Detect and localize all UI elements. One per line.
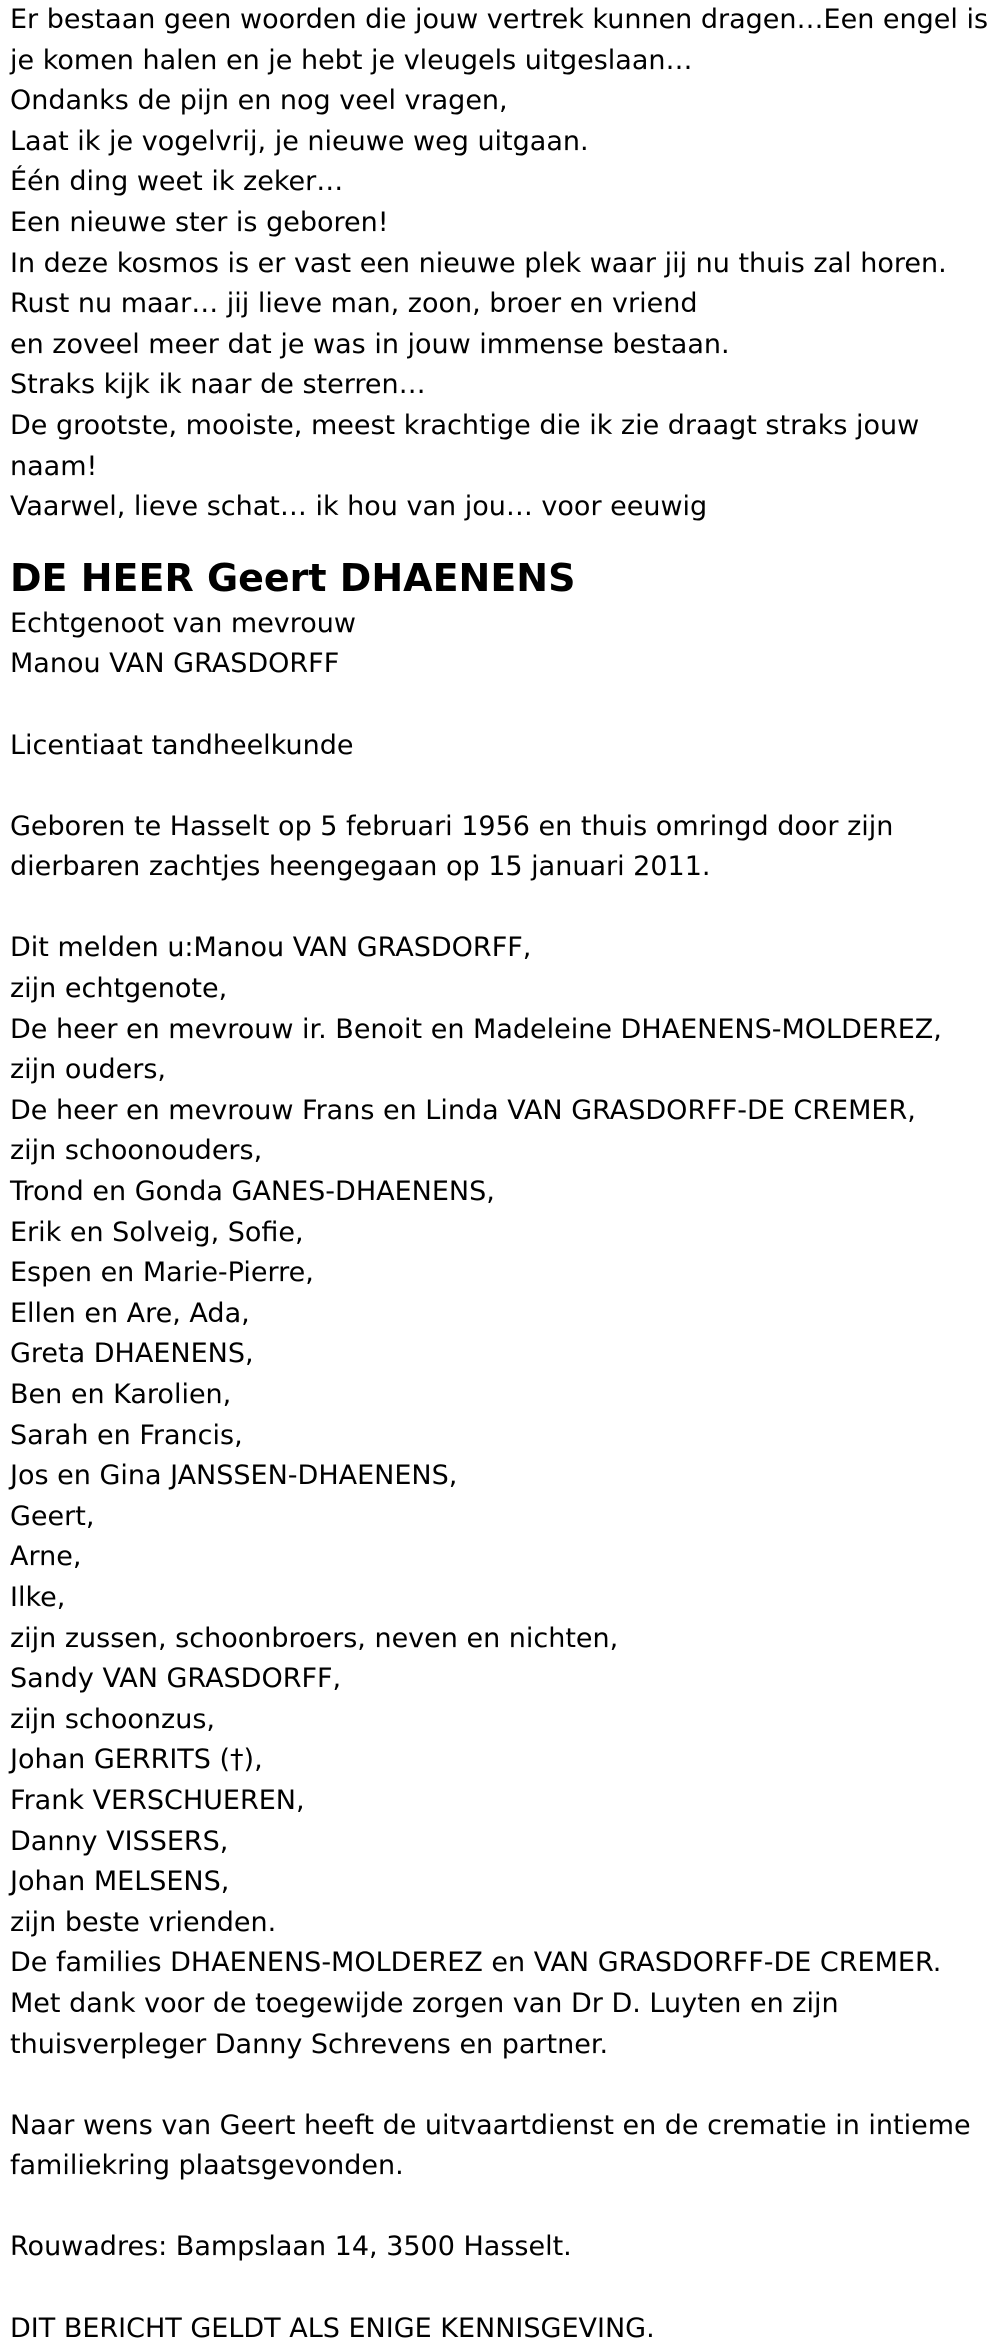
announcer-line: thuisverpleger Danny Schrevens en partner. bbox=[10, 2028, 609, 2060]
poem-line: Straks kijk ik naar de sterren… bbox=[10, 369, 426, 401]
obituary-page bbox=[10, 0, 995, 2349]
announcer-line: Greta DHAENENS, bbox=[10, 1338, 254, 1370]
poem-line: Laat ik je vogelvrij, je nieuwe weg uitgaan. bbox=[10, 125, 589, 157]
announcer-line: zijn schoonouders, bbox=[10, 1135, 263, 1167]
poem-line: Er bestaan geen woorden die jouw vertrek kunnen dragen…Een engel is bbox=[10, 4, 989, 35]
birth-death-line: Geboren te Hasselt op 5 februari 1956 en thuis omringd door zijn bbox=[10, 810, 894, 842]
birth-death-info bbox=[10, 807, 995, 888]
funeral-note bbox=[10, 2106, 995, 2187]
poem bbox=[10, 0, 995, 528]
announcer-line: Johan GERRITS (†), bbox=[10, 1744, 263, 1776]
poem-line: Vaarwel, lieve schat… ik hou van jou… voor eeuwig bbox=[10, 491, 708, 523]
birth-death-line: dierbaren zachtjes heengegaan op 15 januari 2011. bbox=[10, 851, 711, 883]
announcer-line: Trond en Gonda GANES-DHAENENS, bbox=[10, 1176, 495, 1208]
spouse-line: Manou VAN GRASDORFF bbox=[10, 648, 340, 680]
announcer-line: De heer en mevrouw Frans en Linda VAN GRASDORFF-DE CREMER, bbox=[10, 1094, 916, 1126]
poem-line: In deze kosmos is er vast een nieuwe plek waar jij nu thuis zal horen. bbox=[10, 247, 947, 279]
announcer-line: Frank VERSCHUEREN, bbox=[10, 1784, 305, 1816]
poem-line: Een nieuwe ster is geboren! bbox=[10, 206, 389, 238]
announcer-line: zijn echtgenote, bbox=[10, 973, 228, 1005]
announcer-line: Sarah en Francis, bbox=[10, 1419, 243, 1451]
announcers-list bbox=[10, 928, 995, 2065]
poem-line: Ondanks de pijn en nog veel vragen, bbox=[10, 85, 508, 117]
announcer-line: Johan MELSENS, bbox=[10, 1866, 230, 1898]
announcer-line: Espen en Marie-Pierre, bbox=[10, 1257, 314, 1289]
announcer-line: zijn ouders, bbox=[10, 1054, 167, 1086]
announcer-line: zijn beste vrienden. bbox=[10, 1906, 277, 1938]
notice-statement: DIT BERICHT GELDT ALS ENIGE KENNISGEVING. bbox=[10, 2312, 655, 2344]
announcer-line: zijn zussen, schoonbroers, neven en nichten, bbox=[10, 1622, 619, 1654]
profession: Licentiaat tandheelkunde bbox=[10, 729, 354, 761]
announcer-line: De families DHAENENS-MOLDEREZ en VAN GRASDORFF-DE CREMER. bbox=[10, 1947, 942, 1979]
announcer-line: Ellen en Are, Ada, bbox=[10, 1297, 250, 1329]
deceased-name: DE HEER Geert DHAENENS bbox=[10, 555, 576, 600]
spouse-info bbox=[10, 604, 995, 685]
poem-line: je komen halen en je hebt je vleugels uitgeslaan… bbox=[10, 44, 693, 76]
announcer-line: Ilke, bbox=[10, 1581, 66, 1613]
announcer-line: Dit melden u:Manou VAN GRASDORFF, bbox=[10, 932, 532, 964]
announcer-line: De heer en mevrouw ir. Benoit en Madeleine DHAENENS-MOLDEREZ, bbox=[10, 1013, 942, 1045]
announcer-line: zijn schoonzus, bbox=[10, 1703, 215, 1735]
spouse-line: Echtgenoot van mevrouw bbox=[10, 607, 357, 639]
poem-line: Één ding weet ik zeker… bbox=[10, 166, 344, 198]
announcer-line: Erik en Solveig, Sofie, bbox=[10, 1216, 304, 1248]
announcer-line: Sandy VAN GRASDORFF, bbox=[10, 1663, 342, 1695]
funeral-note-line: familiekring plaatsgevonden. bbox=[10, 2150, 404, 2182]
announcer-line: Jos en Gina JANSSEN-DHAENENS, bbox=[10, 1460, 458, 1492]
poem-line: Rust nu maar… jij lieve man, zoon, broer en vriend bbox=[10, 288, 698, 320]
announcer-line: Met dank voor de toegewijde zorgen van Dr D. Luyten en zijn bbox=[10, 1987, 839, 2019]
poem-line: en zoveel meer dat je was in jouw immense bestaan. bbox=[10, 328, 730, 360]
announcer-line: Ben en Karolien, bbox=[10, 1379, 232, 1410]
poem-line: naam! bbox=[10, 450, 98, 482]
announcer-line: Geert, bbox=[10, 1500, 95, 1532]
mourning-address: Rouwadres: Bampslaan 14, 3500 Hasselt. bbox=[10, 2231, 572, 2263]
poem-line: De grootste, mooiste, meest krachtige die ik zie draagt straks jouw bbox=[10, 409, 920, 441]
funeral-note-line: Naar wens van Geert heeft de uitvaartdienst en de crematie in intieme bbox=[10, 2109, 971, 2141]
announcer-line: Danny VISSERS, bbox=[10, 1825, 229, 1857]
announcer-line: Arne, bbox=[10, 1541, 82, 1573]
